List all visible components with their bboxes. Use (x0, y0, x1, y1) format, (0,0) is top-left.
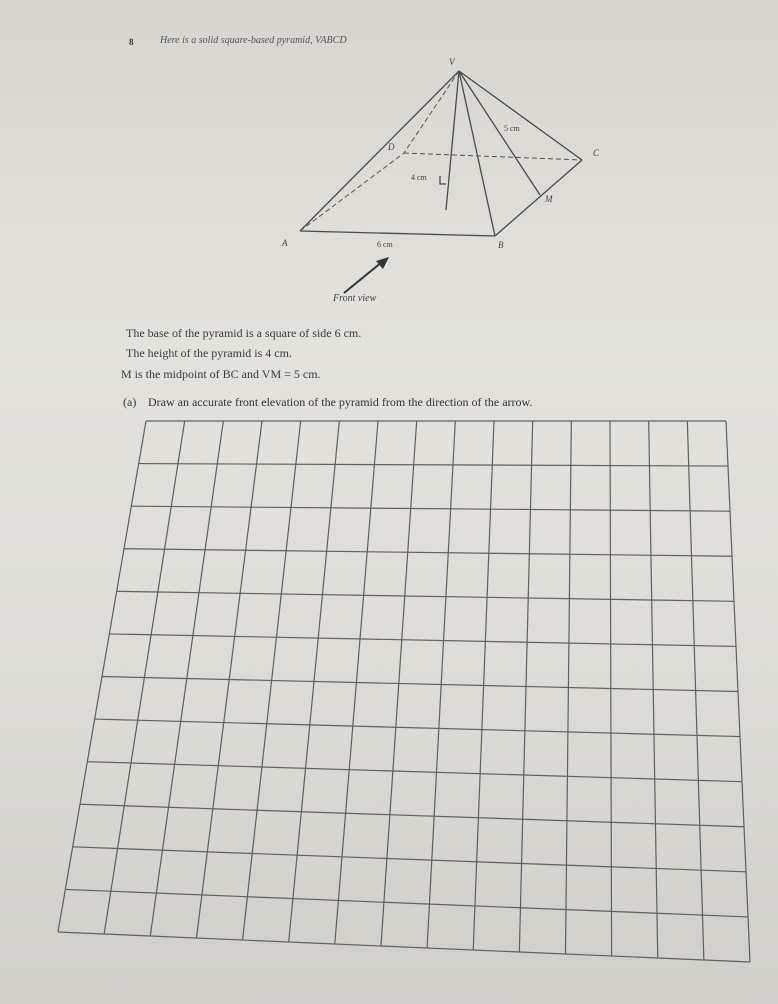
vertex-label-d: D (388, 142, 395, 152)
fact-height: The height of the pyramid is 4 cm. (126, 346, 292, 360)
grid-horizontal-line (80, 804, 744, 827)
fact-midpoint: M is the midpoint of BC and VM = 5 cm. (121, 367, 321, 381)
grid-horizontal-line (124, 549, 732, 557)
base-side-measure: 6 cm (377, 240, 393, 249)
part-a-question: Draw an accurate front elevation of the pyramid from the direction of the arrow. (148, 395, 533, 409)
grid-horizontal-line (102, 677, 738, 692)
grid-horizontal-line (109, 634, 736, 647)
question-number: 8 (129, 37, 134, 47)
fact-base: The base of the pyramid is a square of side 6 cm. (126, 326, 362, 340)
grid-horizontal-line (131, 506, 730, 511)
vertex-label-c: C (593, 148, 600, 158)
grid-horizontal-line (73, 847, 746, 872)
grid-horizontal-line (117, 591, 734, 601)
question-intro: Here is a solid square-based pyramid, VABCD (160, 35, 347, 46)
vertex-label-b: B (498, 240, 504, 250)
front-view-caption: Front view (333, 293, 377, 304)
part-a-label: (a) (123, 395, 137, 409)
vertex-label-m: M (545, 194, 553, 204)
height-measure: 4 cm (411, 173, 427, 182)
grid-horizontal-line (95, 719, 740, 737)
slant-height-measure: 5 cm (504, 124, 520, 133)
grid-horizontal-line (58, 932, 750, 962)
vertex-label-a: A (282, 238, 288, 248)
grid-horizontal-line (87, 762, 742, 782)
vertex-label-v: V (449, 57, 455, 67)
grid-horizontal-line (139, 464, 728, 467)
grid-horizontal-line (65, 889, 748, 917)
